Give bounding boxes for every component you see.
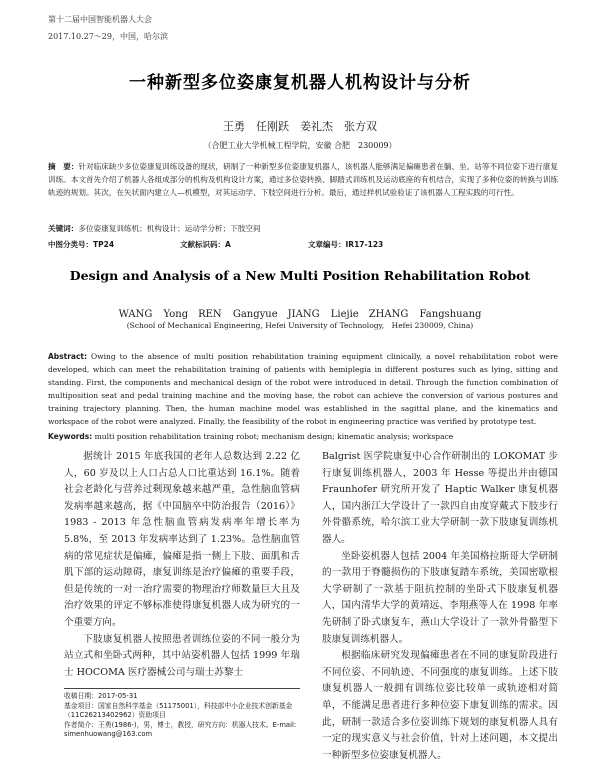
affiliation-en: (School of Mechanical Engineering, Hefei University of Technology, Hefei 230009, China) <box>126 321 474 330</box>
authors-en: WANG Yong REN Gangyue JIANG Liejie ZHANG Fangshuang <box>118 309 482 320</box>
conference-date-place: 2017.10.27～29，中国，哈尔滨 <box>48 32 168 41</box>
body-paragraph: 据统计 2015 年底我国的老年人总数达到 2.22 亿人，60 岁及以上人口占总人口比重达到 16.1%。随着社会老龄化与营养过剩现象越来越严重，急性脑血管病发病率越来越高，据《中国脑卒中防治报告（2016）》1983 - 2013 年急性脑血管病发病率年增长率为 5.8%，至 2013 年发病率达到了 1.23%。急性脑血管病的常见症状是偏瘫，偏瘫是指一侧上下肢、面肌和舌肌下部的运动障碍，康复训练是治疗偏瘫的重要手段，但是传统的一对一治疗需要的物理治疗师数量巨大且及治疗效果的评定不够标准使得康复机器人成为研究的一个重要方向。 <box>64 451 300 628</box>
footnote-author: 作者简介：王勇(1986-)，男，博士，教授，研究方向：机器人技术。E-mail: simenhuowang@163.com <box>64 721 297 739</box>
keywords-cn-label: 关键词： <box>48 224 79 233</box>
conference-header: 第十二届中国智能机器人大会 <box>48 15 152 24</box>
keywords-en <box>48 432 558 441</box>
keywords-cn-text: 多位姿康复训练机；机构设计；运动学分析；下肢空间 <box>78 224 261 233</box>
body-paragraph: 下肢康复机器人按照患者训练位姿的不同一般分为站立式和坐卧式两种，其中站姿机器人包括 1999 年瑞士 HOCOMA 医疗器械公司与瑞士苏黎士 <box>64 633 300 678</box>
document-code: 文献标识码：A <box>180 240 231 249</box>
footnote-received: 收稿日期：2017-05-31 <box>64 692 138 700</box>
footnote-divider <box>64 688 300 689</box>
clc-number: 中图分类号：TP24 <box>48 240 115 249</box>
footnote-funding: 基金项目：国家自然科学基金（51175001），科技部中小企业技术创新基金（11C26213402962）资助项目 <box>64 702 293 720</box>
keywords-en-text: multi position rehabilitation training robot; mechanism design; kinematic analysis; workspace <box>92 432 454 441</box>
article-number: 文章编号：IR17-123 <box>308 240 384 249</box>
body-column-right <box>322 449 558 764</box>
body-paragraph: 根据临床研究发现偏瘫患者在不同的康复阶段进行不同位姿、不同轨迹、不同强度的康复训练。上述下肢康复机器人一般拥有训练位姿比较单一或轨迹相对简单，不能满足患者进行多种位姿下康复训练的需求。因此，研制一款适合多位姿训练下规划的康复机器人具有一定的现实意义与社会价值，针对上述问题，本文提出一种新型多位姿康复机器人。 <box>322 650 558 761</box>
body-paragraph: 坐卧姿机器人包括 2004 年美国格拉斯哥大学研制的一款用于脊髓损伤的下肢康复踏车系统，美国密歇根大学研制了一款基于阻抗控制的坐卧式下肢康复机器人，国内清华大学的黄靖远、李翔燕等人在 1998 年率先研制了卧式康复车，燕山大学设计了一款外骨骼型下肢康复训练机器人。 <box>322 550 558 645</box>
paper-title-cn: 一种新型多位姿康复机器人机构设计与分析 <box>129 73 471 93</box>
abstract-cn-text: 针对临床缺少多位姿康复训练设备的现状，研制了一种新型多位姿康复机器人，该机器人能够满足偏瘫患者在躺、坐、站等不同位姿下进行康复训练。本文首先介绍了机器人各组成部分的机构及机构设计方案，通过多位姿转换、脚踏式训练机及运动底座的有机结合，实现了多种位姿的转换与训练轨迹的规划。其次，在矢状面内建立人—机模型，对其运动学、下肢空间进行分析。最后，通过样机试验验证了该机器人工程实践的可行性。 <box>48 162 558 197</box>
body-column-left <box>64 449 300 681</box>
affiliation-cn: （合肥工业大学机械工程学院，安徽 合肥 230009） <box>203 141 397 150</box>
paper-title-en: Design and Analysis of a New Multi Position Rehabilitation Robot <box>69 268 531 283</box>
abstract-cn-label: 摘 要： <box>48 162 79 171</box>
keywords-en-label: Keywords: <box>48 432 93 441</box>
body-paragraph: Balgrist 医学院康复中心合作研制出的 LOKOMAT 步行康复训练机器人，2003 年 Hesse 等提出并由德国 Fraunhofer 研究所开发了 Haptic Walker 康复机器人，国内浙江大学设计了一款四自由度穿戴式下肢步行外骨骼系统，哈尔滨工业大学研制一款下肢康复训练机器人。 <box>322 451 558 545</box>
abstract-cn <box>48 160 558 199</box>
keywords-cn <box>48 223 558 234</box>
abstract-en-text: Owing to the absence of multi position rehabilitation training equipment clinically, a novel rehabilitation robot were developed, which can meet the rehabilitation training of patients with hemiplegia in different postures such as lying, sitting and standing. First, the components and mechanical design of the robot were introduced in detail. Through the function combination of multiposition seat and pedal training machine and the moving base, the robot can achieve the conversion of various postures and training trajectory planning. Then, the human machine model was established in the sagittal plane, and the kinematics and workspace of the robot were analyzed. Finally, the feasibility of the robot in engineering practice was verified by prototype test. <box>48 352 558 426</box>
abstract-en-label: Abstract: <box>48 352 88 361</box>
authors-cn: 王勇 任刚跃 姜礼杰 张方双 <box>223 120 377 133</box>
abstract-en <box>48 350 558 428</box>
